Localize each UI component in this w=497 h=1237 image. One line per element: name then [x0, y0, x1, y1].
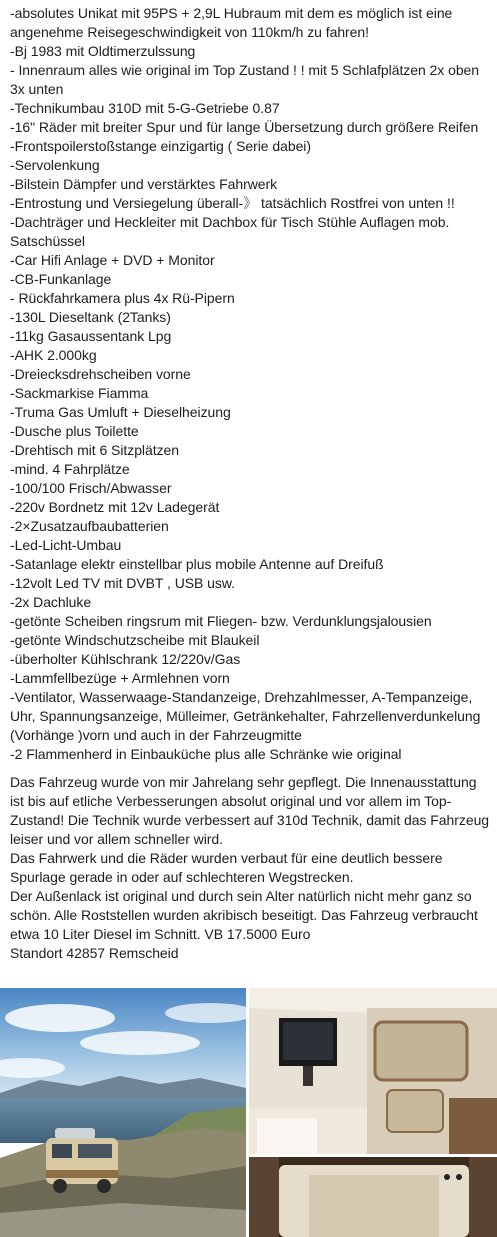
description — [10, 773, 490, 963]
feature-line: -AHK 2.000kg — [10, 347, 97, 363]
feature-line: -Dusche plus Toilette — [10, 423, 139, 439]
feature-line: -überholter Kühlschrank 12/220v/Gas — [10, 651, 241, 667]
feature-line: -Frontspoilerstoßstange einzigartig ( Serie dabei) — [10, 138, 311, 154]
feature-line: -Servolenkung — [10, 157, 100, 173]
van-photo-icon — [0, 988, 246, 1237]
feature-line: -16" Räder mit breiter Spur und für lange Übersetzung durch größere Reifen — [10, 119, 479, 135]
feature-line: -Dreiecksdrehscheiben vorne — [10, 366, 191, 382]
feature-line: -mind. 4 Fahrplätze — [10, 461, 130, 477]
description-line: Das Fahrwerk und die Räder wurden verbaut für eine deutlich bessere Spurlage gerade in oder auf schlechteren Wegstrecken. — [10, 850, 443, 885]
tv-photo-icon — [249, 988, 497, 1154]
feature-line: -getönte Scheiben ringsrum mit Fliegen- bzw. Verdunklungsjalousien — [10, 613, 432, 629]
feature-line: -Led-Licht-Umbau — [10, 537, 122, 553]
feature-line: -2x Dachluke — [10, 594, 92, 610]
feature-line: -Truma Gas Umluft + Dieselheizung — [10, 404, 231, 420]
feature-line: -2×Zusatzaufbaubatterien — [10, 518, 169, 534]
feature-line: -getönte Windschutzscheibe mit Blaukeil — [10, 632, 260, 648]
photo-interior-tv[interactable] — [249, 988, 497, 1154]
feature-line: -absolutes Unikat mit 95PS + 2,9L Hubraum mit dem es möglich ist eine angenehme Reisegeschwindigkeit von 110km/h zu fahren! — [10, 5, 453, 40]
feature-list — [10, 4, 490, 764]
post-text — [10, 4, 490, 963]
feature-line: -Satanlage elektr einstellbar plus mobile Antenne auf Dreifuß — [10, 556, 384, 572]
feature-line: -11kg Gasaussentank Lpg — [10, 328, 172, 344]
feature-line: -Entrostung und Versiegelung überall-》 tatsächlich Rostfrei von unten !! — [10, 195, 455, 211]
feature-line: -Dachträger und Heckleiter mit Dachbox für Tisch Stühle Auflagen mob. Satschüssel — [10, 214, 450, 249]
feature-line: -130L Dieseltank (2Tanks) — [10, 309, 171, 325]
photo-camper-van[interactable] — [0, 988, 246, 1237]
feature-line: -Bj 1983 mit Oldtimerzulssung — [10, 43, 196, 59]
feature-line: -220v Bordnetz mit 12v Ladegerät — [10, 499, 220, 515]
paragraph-gap — [10, 764, 490, 773]
feature-line: -2 Flammenherd in Einbauküche plus alle Schränke wie original — [10, 746, 402, 762]
description-line: Der Außenlack ist original und durch sein Alter natürlich nicht mehr ganz so schön. Alle Roststellen wurden akribisch beseitigt. Das Fahrzeug verbraucht etwa 10 Liter Diesel im Schnitt. VB 17.5000 Euro — [10, 888, 478, 942]
photo-grid — [0, 988, 497, 1237]
feature-line: -Drehtisch mit 6 Sitzplätzen — [10, 442, 179, 458]
feature-line: -Technikumbau 310D mit 5-G-Getriebe 0.87 — [10, 100, 280, 116]
feature-line: -Ventilator, Wasserwaage-Standanzeige, Drehzahlmesser, A-Tempanzeige, Uhr, Spannungsanzeige, Mülleimer, Getränkehalter, Fahrzellenverdunkelung (Vorhänge )vorn und auch in der Fahrzeugmitte — [10, 689, 481, 743]
feature-line: -Sackmarkise Fiamma — [10, 385, 149, 401]
ceiling-photo-icon — [249, 1157, 497, 1237]
feature-line: -12volt Led TV mit DVBT , USB usw. — [10, 575, 235, 591]
description-line: Das Fahrzeug wurde von mir Jahrelang sehr gepflegt. Die Innenausstattung ist bis auf etliche Verbesserungen absolut original und vor allem im Top-Zustand! Die Technik wurde verbessert auf 310d Technik, damit das Fahrzeug leiser und vor allem schneller wird. — [10, 774, 490, 847]
feature-line: -Lammfellbezüge + Armlehnen vorn — [10, 670, 230, 686]
feature-line: -Bilstein Dämpfer und verstärktes Fahrwerk — [10, 176, 278, 192]
feature-line: - Innenraum alles wie original im Top Zustand ! ! mit 5 Schlafplätzen 2x oben 3x unten — [10, 62, 480, 97]
feature-line: -Car Hifi Anlage + DVD + Monitor — [10, 252, 215, 268]
photo-interior-ceiling[interactable] — [249, 1157, 497, 1237]
feature-line: - Rückfahrkamera plus 4x Rü-Pipern — [10, 290, 235, 306]
feature-line: -CB-Funkanlage — [10, 271, 112, 287]
feature-line: -100/100 Frisch/Abwasser — [10, 480, 172, 496]
description-line: Standort 42857 Remscheid — [10, 945, 179, 961]
